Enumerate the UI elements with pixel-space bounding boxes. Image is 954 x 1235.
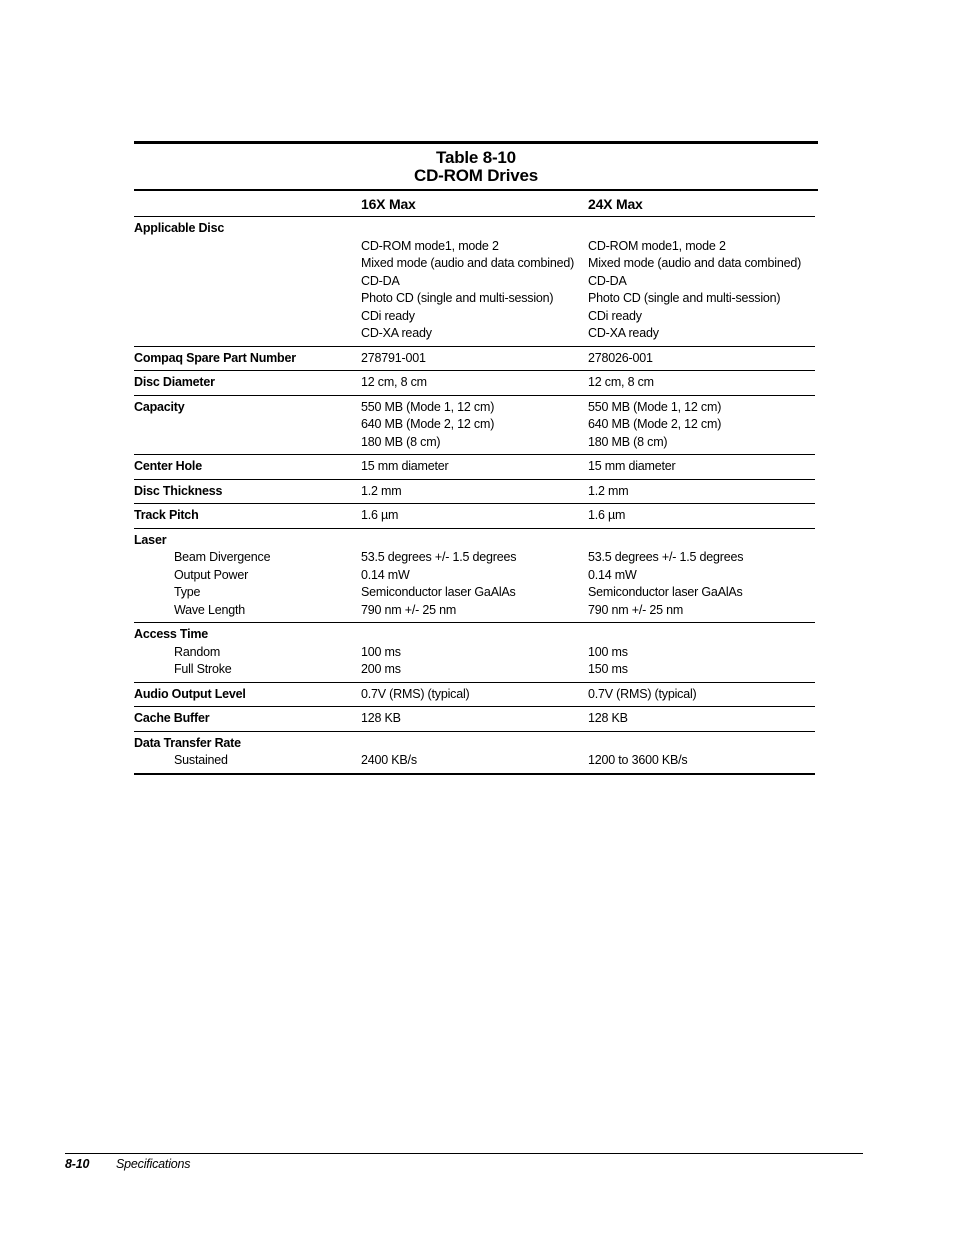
value-line: CD-DA (361, 273, 400, 288)
row-label-cell (134, 682, 361, 707)
table-row (134, 371, 815, 396)
row-label: Capacity (134, 399, 185, 414)
value-16x-cell (361, 504, 588, 529)
value-line: CD-ROM mode1, mode 2 (588, 238, 726, 253)
value-16x-cell (361, 682, 588, 707)
table-row (134, 217, 815, 347)
value-line: 128 KB (361, 711, 401, 725)
row-label: Access Time (134, 627, 209, 641)
value-line: 550 MB (Mode 1, 12 cm) (361, 399, 495, 414)
row-label: Audio Output Level (134, 686, 246, 701)
value-line: 278791-001 (361, 350, 426, 365)
page-number: 8-10 (65, 1157, 90, 1171)
label-offset (588, 220, 815, 238)
table-row (134, 479, 815, 504)
table-row (134, 682, 815, 707)
value-line: 0.7V (RMS) (typical) (361, 686, 470, 701)
value-24x-cell (588, 346, 815, 371)
row-label: Data Transfer Rate (134, 735, 241, 750)
value-24x-cell (588, 731, 815, 774)
spec-table-section (134, 141, 818, 775)
header-feature (134, 191, 361, 217)
value-line: CD-XA ready (588, 326, 659, 340)
value-16x-cell (361, 346, 588, 371)
row-label-cell (134, 217, 361, 347)
value-line: Semiconductor laser GaAlAs (588, 585, 743, 599)
value-24x-cell (588, 395, 815, 455)
value-line: 1.2 mm (361, 483, 402, 498)
row-label-cell (134, 479, 361, 504)
table-header-row (134, 191, 815, 217)
value-line: Photo CD (single and multi-session) (361, 291, 554, 305)
value-line: 0.7V (RMS) (typical) (588, 686, 697, 701)
value-16x-cell (361, 395, 588, 455)
value-16x-cell (361, 707, 588, 732)
value-line: 53.5 degrees +/- 1.5 degrees (588, 550, 744, 564)
value-16x-cell (361, 479, 588, 504)
table-row (134, 504, 815, 529)
value-16x-cell (361, 455, 588, 480)
value-line: 12 cm, 8 cm (588, 375, 654, 389)
table-row (134, 707, 815, 732)
value-24x-cell (588, 623, 815, 683)
label-offset (361, 532, 588, 550)
label-offset (361, 626, 588, 644)
cd-rom-drives-table (134, 191, 815, 775)
value-24x-cell (588, 682, 815, 707)
row-label-cell (134, 707, 361, 732)
value-24x-cell (588, 217, 815, 347)
row-label: Cache Buffer (134, 711, 210, 725)
table-row (134, 346, 815, 371)
value-line: 640 MB (Mode 2, 12 cm) (588, 417, 722, 431)
row-sublabel: Random (174, 644, 221, 659)
label-offset (361, 220, 588, 238)
value-24x-cell (588, 479, 815, 504)
value-line: CDi ready (588, 308, 642, 323)
value-line: 150 ms (588, 662, 628, 676)
row-label: Laser (134, 532, 167, 547)
row-label-cell (134, 504, 361, 529)
value-line: 550 MB (Mode 1, 12 cm) (588, 399, 722, 414)
section-name: Specifications (116, 1157, 191, 1171)
row-label-cell (134, 623, 361, 683)
value-line: 0.14 mW (588, 567, 637, 582)
value-line: Photo CD (single and multi-session) (588, 291, 781, 305)
value-16x-cell (361, 217, 588, 347)
value-line: Semiconductor laser GaAlAs (361, 585, 516, 599)
value-line: CD-ROM mode1, mode 2 (361, 238, 499, 253)
page-footer (65, 1153, 863, 1171)
label-offset (588, 735, 815, 753)
row-sublabel: Beam Divergence (174, 550, 271, 564)
value-line: 180 MB (8 cm) (588, 434, 668, 449)
value-line: 1200 to 3600 KB/s (588, 753, 688, 767)
row-label: Disc Diameter (134, 375, 215, 389)
value-line: 100 ms (361, 644, 401, 659)
row-label-cell (134, 455, 361, 480)
value-line: CD-DA (588, 273, 627, 288)
value-line: 200 ms (361, 662, 401, 676)
value-16x-cell (361, 731, 588, 774)
row-label-cell (134, 371, 361, 396)
value-line: 15 mm diameter (361, 459, 449, 473)
value-line: 640 MB (Mode 2, 12 cm) (361, 417, 495, 431)
value-line: 790 nm +/- 25 nm (588, 602, 684, 617)
label-offset (361, 735, 588, 753)
value-line: 15 mm diameter (588, 459, 676, 473)
row-label: Disc Thickness (134, 483, 223, 498)
value-line: 128 KB (588, 711, 628, 725)
value-24x-cell (588, 455, 815, 480)
row-sublabel: Full Stroke (174, 662, 232, 676)
header-16x-max: 16X Max (361, 191, 588, 217)
row-label-cell (134, 731, 361, 774)
label-offset (588, 626, 815, 644)
value-line: 1.6 µm (588, 508, 626, 522)
value-line: CD-XA ready (361, 326, 432, 340)
value-line: 2400 KB/s (361, 753, 417, 767)
value-line: 100 ms (588, 644, 628, 659)
table-body (134, 217, 815, 774)
table-row (134, 395, 815, 455)
row-label: Center Hole (134, 459, 202, 473)
row-label-cell (134, 395, 361, 455)
value-line: 790 nm +/- 25 nm (361, 602, 457, 617)
value-line: Mixed mode (audio and data combined) (361, 256, 575, 270)
value-line: 1.6 µm (361, 508, 399, 522)
value-24x-cell (588, 528, 815, 623)
value-24x-cell (588, 504, 815, 529)
table-row (134, 528, 815, 623)
header-24x-max: 24X Max (588, 191, 815, 217)
value-line: CDi ready (361, 308, 415, 323)
row-label: Compaq Spare Part Number (134, 350, 296, 365)
table-row (134, 731, 815, 774)
value-16x-cell (361, 528, 588, 623)
row-sublabel: Wave Length (174, 602, 245, 617)
row-label: Track Pitch (134, 508, 199, 522)
value-line: 0.14 mW (361, 567, 410, 582)
row-sublabel: Type (174, 585, 201, 599)
value-line: 278026-001 (588, 350, 653, 365)
value-16x-cell (361, 371, 588, 396)
label-offset (588, 532, 815, 550)
value-line: 180 MB (8 cm) (361, 434, 441, 449)
row-sublabel: Sustained (174, 753, 228, 767)
value-24x-cell (588, 707, 815, 732)
value-line: Mixed mode (audio and data combined) (588, 256, 802, 270)
row-label-cell (134, 528, 361, 623)
value-line: 1.2 mm (588, 483, 629, 498)
value-24x-cell (588, 371, 815, 396)
table-caption: CD-ROM Drives (414, 166, 538, 185)
table-number: Table 8-10 (436, 148, 516, 167)
table-title (134, 144, 818, 189)
table-row (134, 455, 815, 480)
table-row (134, 623, 815, 683)
value-line: 53.5 degrees +/- 1.5 degrees (361, 550, 517, 564)
row-sublabel: Output Power (174, 567, 249, 582)
row-label: Applicable Disc (134, 221, 225, 235)
value-line: 12 cm, 8 cm (361, 375, 427, 389)
value-16x-cell (361, 623, 588, 683)
row-label-cell (134, 346, 361, 371)
